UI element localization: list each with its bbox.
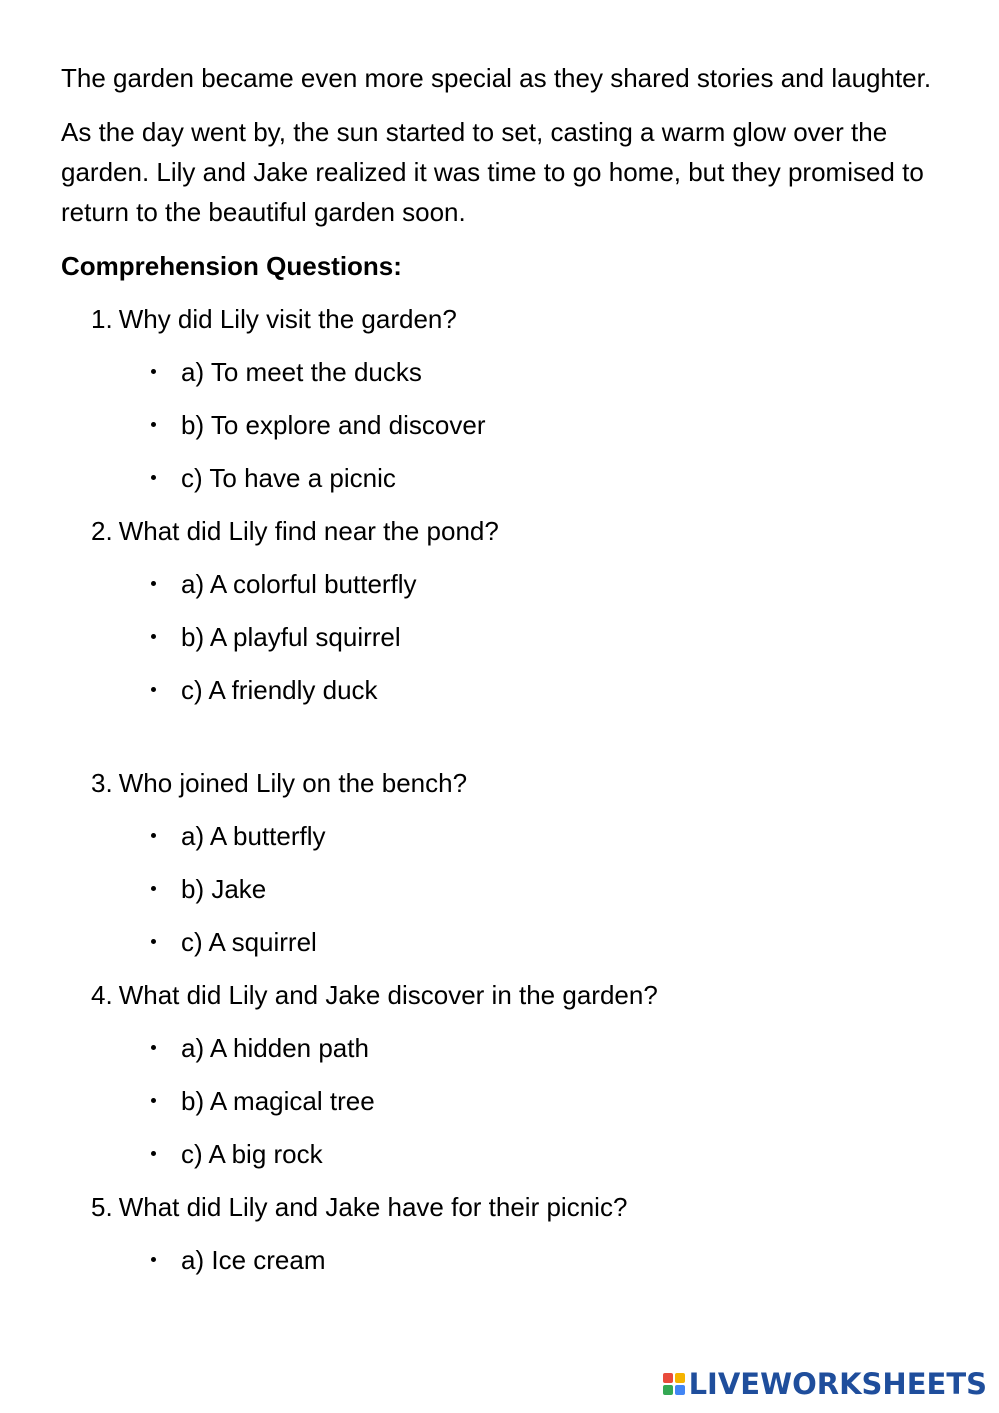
option-item [151,352,941,392]
bullet-icon [151,1151,156,1156]
bullet-icon [151,833,156,838]
liveworksheets-logo[interactable] [663,1367,987,1401]
comprehension-heading: Comprehension Questions: [61,251,402,281]
question-2-options [61,564,941,710]
question-text: Who joined Lily on the bench? [118,768,468,798]
option-text: a) Ice cream [181,1245,326,1275]
option-item [151,816,941,856]
option-text: a) To meet the ducks [181,357,422,387]
question-number: 3. [91,768,113,798]
question-1 [91,299,941,339]
option-text: c) To have a picnic [181,463,396,493]
question-4-options [61,1028,941,1174]
question-3-options [61,816,941,962]
bullet-icon [151,581,156,586]
question-5-options [61,1240,941,1280]
question-number: 5. [91,1192,113,1222]
question-3 [91,763,941,803]
question-5 [91,1187,941,1227]
option-text: b) To explore and discover [181,410,486,440]
logo-square-icon [663,1373,673,1383]
spacer [61,723,941,763]
story-paragraph-1: The garden became even more special as they shared stories and laughter. [61,63,932,93]
worksheet-page [61,58,941,1293]
option-text: a) A hidden path [181,1033,369,1063]
option-item [151,617,941,657]
option-item [151,1028,941,1068]
option-item [151,922,941,962]
option-item [151,1240,941,1280]
bullet-icon [151,475,156,480]
option-text: a) A butterfly [181,821,326,851]
question-1-options [61,352,941,498]
option-text: b) Jake [181,874,267,904]
option-text: c) A big rock [181,1139,323,1169]
bullet-icon [151,687,156,692]
question-2 [91,511,941,551]
option-item [151,670,941,710]
liveworksheets-logo-icon [663,1373,685,1395]
question-number: 1. [91,304,113,334]
question-text: What did Lily find near the pond? [118,516,499,546]
option-text: c) A friendly duck [181,675,378,705]
bullet-icon [151,1098,156,1103]
logo-square-icon [675,1373,685,1383]
option-text: b) A magical tree [181,1086,375,1116]
question-number: 4. [91,980,113,1010]
bullet-icon [151,1045,156,1050]
option-item [151,564,941,604]
question-text: Why did Lily visit the garden? [118,304,457,334]
story-paragraph-2: As the day went by, the sun started to set, casting a warm glow over the garden. Lily and Jake realized it was time to go home, but they promised to return to the beautiful garden soon. [61,117,924,227]
bullet-icon [151,369,156,374]
option-item [151,1081,941,1121]
option-item [151,405,941,445]
bullet-icon [151,886,156,891]
question-text: What did Lily and Jake have for their picnic? [118,1192,628,1222]
option-text: a) A colorful butterfly [181,569,417,599]
question-text: What did Lily and Jake discover in the garden? [118,980,658,1010]
logo-text: LIVEWORKSHEETS [688,1367,987,1401]
option-item [151,869,941,909]
question-number: 2. [91,516,113,546]
option-item [151,1134,941,1174]
question-4 [91,975,941,1015]
bullet-icon [151,422,156,427]
logo-square-icon [675,1385,685,1395]
option-text: c) A squirrel [181,927,317,957]
bullet-icon [151,1257,156,1262]
option-item [151,458,941,498]
bullet-icon [151,634,156,639]
logo-square-icon [663,1385,673,1395]
bullet-icon [151,939,156,944]
option-text: b) A playful squirrel [181,622,401,652]
